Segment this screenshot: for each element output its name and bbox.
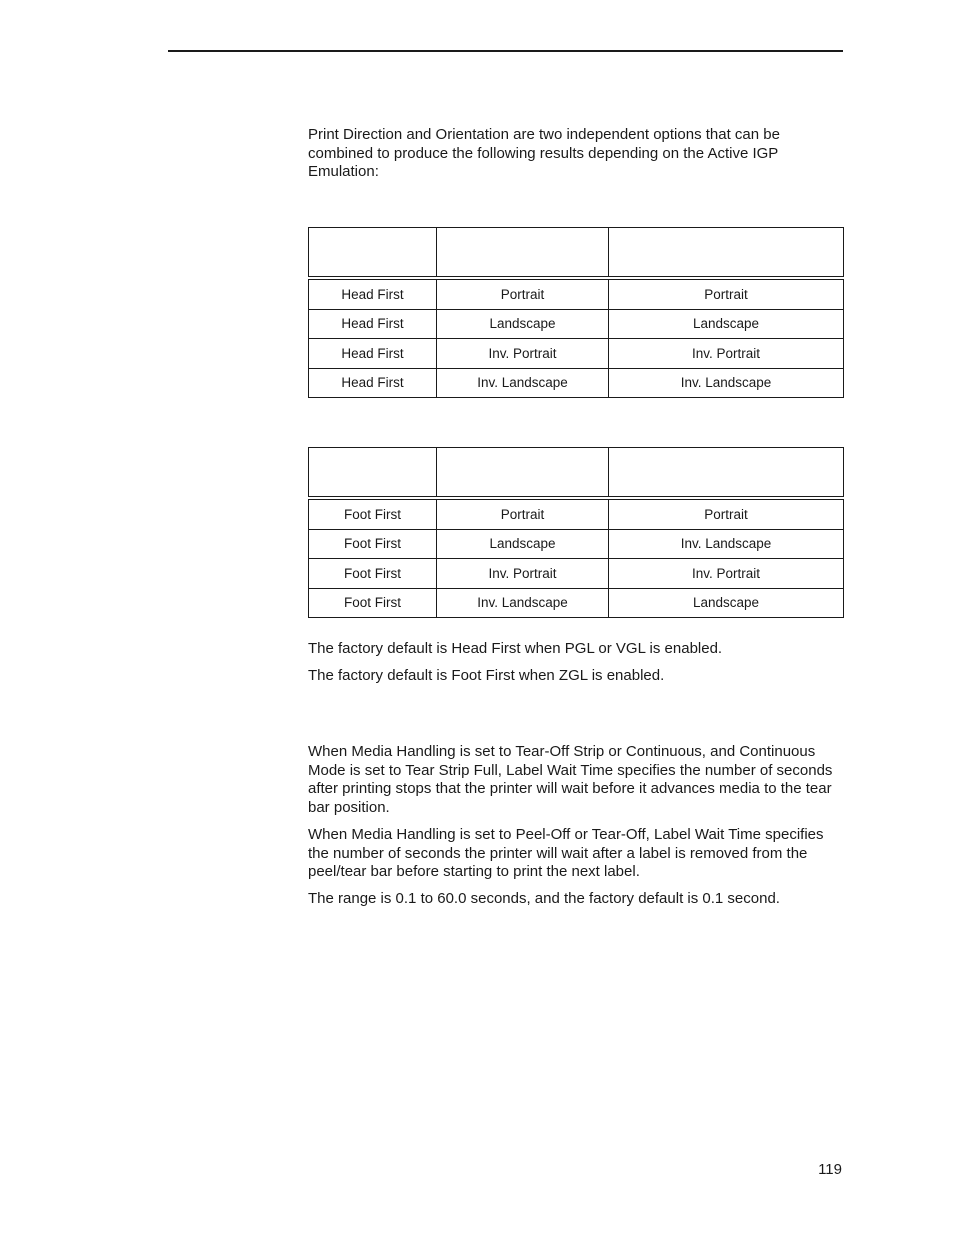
table-cell: Inv. Landscape: [609, 368, 844, 398]
table-cell: Inv. Landscape: [437, 368, 609, 398]
table-row: [309, 588, 844, 618]
table-cell: Landscape: [609, 588, 844, 618]
table-row: [309, 368, 844, 398]
head-first-table: [308, 227, 844, 398]
header-cell: [609, 228, 844, 279]
table-row: [309, 339, 844, 369]
table-row: [309, 278, 844, 309]
head-first-default-note: The factory default is Head First when PGL or VGL is enabled.: [308, 640, 723, 657]
header-rule: [168, 50, 843, 52]
table-cell: Landscape: [437, 309, 609, 339]
label-wait-time-paragraph-3: The range is 0.1 to 60.0 seconds, and the factory default is 0.1 second.: [308, 890, 780, 907]
header-cell: [309, 448, 437, 499]
table-row: [309, 559, 844, 589]
table-cell: Head First: [309, 309, 437, 339]
table-cell: Inv. Landscape: [437, 588, 609, 618]
label-wait-time-paragraph-1: When Media Handling is set to Tear-Off Strip or Continuous, and Continuous Mode is set to Tear Strip Full, Label Wait Time specifies the number of seconds after printing stops that the printer will wait before it advances media to the tear bar position.: [308, 743, 833, 816]
table-row: [309, 529, 844, 559]
header-cell: [609, 448, 844, 499]
foot-first-table: [308, 447, 844, 618]
table-cell: Head First: [309, 278, 437, 309]
header-cell: [437, 448, 609, 499]
table-cell: Foot First: [309, 588, 437, 618]
table-cell: Head First: [309, 339, 437, 369]
intro-paragraph: Print Direction and Orientation are two independent options that can be combined to produce the following results depending on the Active IGP Emulation:: [308, 126, 780, 180]
table-cell: Head First: [309, 368, 437, 398]
table-cell: Inv. Portrait: [437, 559, 609, 589]
table-cell: Inv. Portrait: [437, 339, 609, 369]
table-cell: Landscape: [609, 309, 844, 339]
table-cell: Inv. Portrait: [609, 559, 844, 589]
foot-first-default-note: The factory default is Foot First when ZGL is enabled.: [308, 667, 665, 684]
label-wait-time-paragraph-2: When Media Handling is set to Peel-Off or Tear-Off, Label Wait Time specifies the number of seconds the printer will wait after a label is removed from the peel/tear bar before starting to print the next label.: [308, 826, 824, 880]
table-cell: Inv. Portrait: [609, 339, 844, 369]
table-cell: Landscape: [437, 529, 609, 559]
table-cell: Foot First: [309, 559, 437, 589]
table-header-row: [309, 448, 844, 499]
header-cell: [309, 228, 437, 279]
table-row: [309, 498, 844, 529]
table-cell: Portrait: [437, 498, 609, 529]
page-number: 119: [818, 1161, 842, 1178]
table-cell: Inv. Landscape: [609, 529, 844, 559]
table-cell: Portrait: [437, 278, 609, 309]
header-cell: [437, 228, 609, 279]
table-cell: Foot First: [309, 529, 437, 559]
table-cell: Foot First: [309, 498, 437, 529]
table-header-row: [309, 228, 844, 279]
table-cell: Portrait: [609, 498, 844, 529]
table-cell: Portrait: [609, 278, 844, 309]
table-row: [309, 309, 844, 339]
